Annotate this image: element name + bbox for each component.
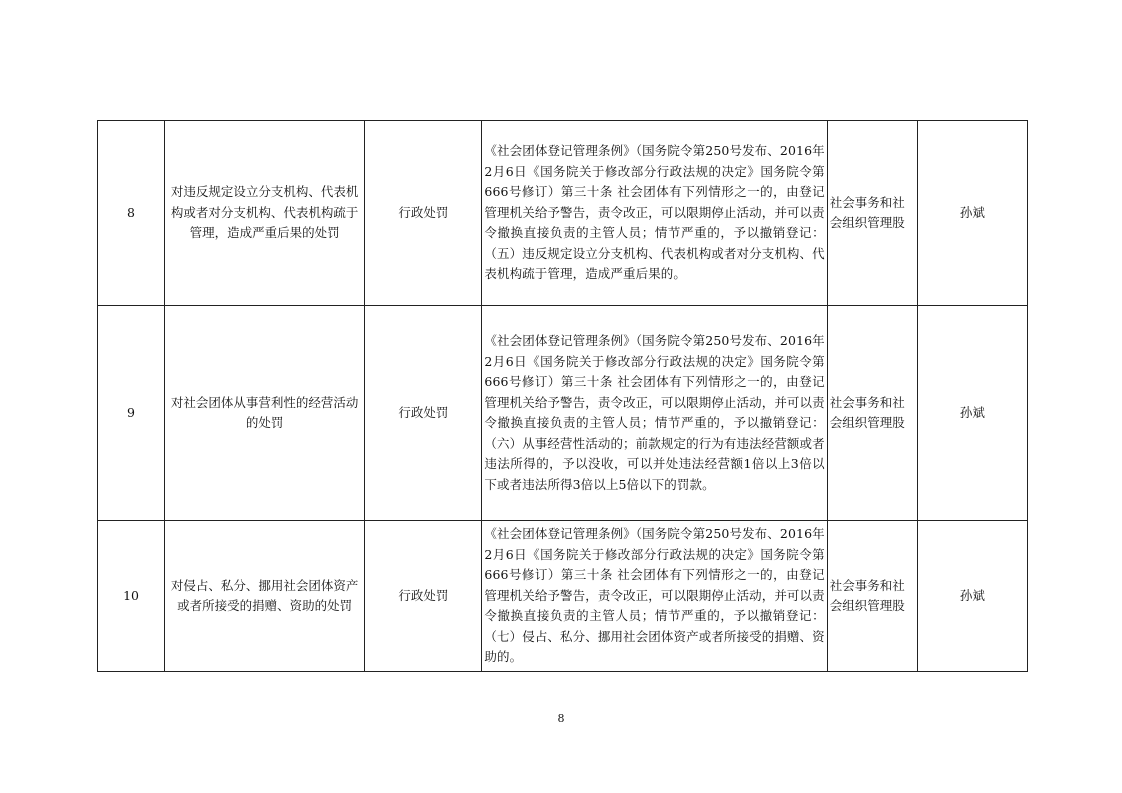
item-type: 行政处罚	[365, 121, 482, 306]
item-type: 行政处罚	[365, 306, 482, 521]
row-number: 10	[98, 521, 165, 672]
row-number: 8	[98, 121, 165, 306]
legal-basis: 《社会团体登记管理条例》（国务院令第250号发布、2016年2月6日《国务院关于修改部分行政法规的决定》国务院令第666号修订）第三十条 社会团体有下列情形之一的，由登记管理机关给予警告，责令改正，可以限期停止活动，并可以责令撤换直接负责的主管人员；情节严重的，予以撤销登记：（七）侵占、私分、挪用社会团体资产或者所接受的捐赠、资助的。	[482, 521, 827, 672]
legal-basis: 《社会团体登记管理条例》（国务院令第250号发布、2016年2月6日《国务院关于修改部分行政法规的决定》国务院令第666号修订）第三十条 社会团体有下列情形之一的，由登记管理机关给予警告，责令改正，可以限期停止活动，并可以责令撤换直接负责的主管人员；情节严重的，予以撤销登记：（五）违反规定设立分支机构、代表机构或者对分支机构、代表机构疏于管理，造成严重后果的。	[482, 121, 827, 306]
item-name: 对社会团体从事营利性的经营活动的处罚	[165, 306, 365, 521]
table-row	[98, 121, 1028, 306]
item-type: 行政处罚	[365, 521, 482, 672]
responsible-person: 孙斌	[917, 306, 1027, 521]
penalty-items-table	[97, 120, 1028, 672]
responsible-person: 孙斌	[917, 521, 1027, 672]
responsible-unit: 社会事务和社会组织管理股	[827, 521, 917, 672]
row-number: 9	[98, 306, 165, 521]
table-row	[98, 521, 1028, 672]
responsible-unit: 社会事务和社会组织管理股	[827, 306, 917, 521]
table-row	[98, 306, 1028, 521]
legal-basis: 《社会团体登记管理条例》（国务院令第250号发布、2016年2月6日《国务院关于修改部分行政法规的决定》国务院令第666号修订）第三十条 社会团体有下列情形之一的，由登记管理机关给予警告，责令改正，可以限期停止活动，并可以责令撤换直接负责的主管人员；情节严重的，予以撤销登记：（六）从事经营性活动的；前款规定的行为有违法经营额或者违法所得的，予以没收，可以并处违法经营额1倍以上3倍以下或者违法所得3倍以上5倍以下的罚款。	[482, 306, 827, 521]
page-number: 8	[557, 712, 565, 725]
responsible-person: 孙斌	[917, 121, 1027, 306]
responsible-unit: 社会事务和社会组织管理股	[827, 121, 917, 306]
item-name: 对侵占、私分、挪用社会团体资产或者所接受的捐赠、资助的处罚	[165, 521, 365, 672]
item-name: 对违反规定设立分支机构、代表机构或者对分支机构、代表机构疏于管理，造成严重后果的处罚	[165, 121, 365, 306]
